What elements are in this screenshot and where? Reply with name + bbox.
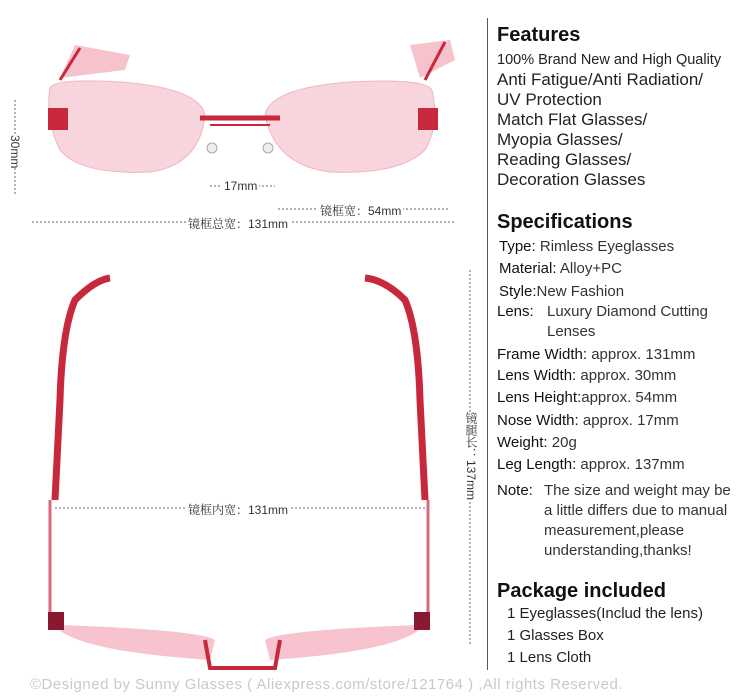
vertical-divider [487,18,488,670]
package-title: Package included [497,580,666,602]
spec-value: approx. 131mm [591,346,696,363]
spec-type [499,237,674,257]
spec-style [499,282,624,302]
glasses-front-view [48,40,455,172]
spec-lens-width [497,366,676,386]
spec-material [499,259,622,279]
spec-value: 20g [551,434,577,451]
glasses-top-view [48,278,430,668]
spec-value: Alloy+PC [559,260,622,277]
feature-item: Reading Glasses/ [497,150,632,169]
spec-note [497,481,533,501]
spec-key: Lens: [497,303,534,320]
feature-item: Decoration Glasses [497,170,646,189]
spec-key: Lens Height: [497,389,582,406]
spec-value: approx. 30mm [580,367,677,384]
spec-key: Weight: [497,434,548,451]
note-line: understanding,thanks! [544,542,692,559]
spec-value: approx. 17mm [582,412,679,429]
spec-nose-width [497,411,679,431]
spec-key: Nose Width: [497,412,579,429]
spec-value: Rimless Eyeglasses [539,238,675,255]
inner-width-label: 镜框内宽：131mm [188,503,289,517]
feature-item: Match Flat Glasses/ [497,110,648,129]
feature-item: Anti Fatigue/Anti Radiation/ [497,70,704,89]
spec-frame-width [497,345,695,365]
spec-key: Note: [497,482,533,499]
spec-lens [497,302,534,322]
spec-key: Style: [499,283,537,300]
feature-item: Myopia Glasses/ [497,130,623,149]
product-details [497,0,747,700]
spec-key: Type: [499,238,536,255]
spec-lens-height [497,388,677,408]
features-title: Features [497,24,581,46]
package-item: 1 Lens Cloth [507,649,592,666]
specifications-title: Specifications [497,211,633,233]
spec-value: New Fashion [536,283,625,300]
lens-width-label: 镜框宽：54mm [320,204,402,218]
package-item: 1 Glasses Box [507,627,604,644]
package-item: 1 Eyeglasses(Includ the lens) [507,605,703,622]
note-line: measurement,please [544,522,685,539]
spec-lens-value-line: Lenses [547,323,596,340]
spec-key: Material: [499,260,557,277]
leg-length-label: 镜腿长：137mm [464,412,478,501]
lens-height-label: 30mm [8,135,22,169]
frame-total-width-label: 镜框总宽：131mm [188,217,289,231]
spec-leg-length [497,455,685,475]
nose-width-label: 17mm [224,179,258,193]
feature-item: UV Protection [497,90,602,109]
feature-item: 100% Brand New and High Quality [497,52,722,68]
copyright-footer: ©Designed by Sunny Glasses ( Aliexpress.com/store/121764 ) ,All rights Reserved. [30,676,623,693]
spec-value: approx. 137mm [580,456,685,473]
spec-key: Leg Length: [497,456,577,473]
spec-weight [497,433,577,453]
spec-key: Lens Width: [497,367,577,384]
note-line: a little differs due to manual [544,502,728,519]
spec-lens-value-line: Luxury Diamond Cutting [547,303,708,320]
spec-key: Frame Width: [497,346,588,363]
note-line: The size and weight may be [544,482,731,499]
spec-value: approx. 54mm [581,389,678,406]
